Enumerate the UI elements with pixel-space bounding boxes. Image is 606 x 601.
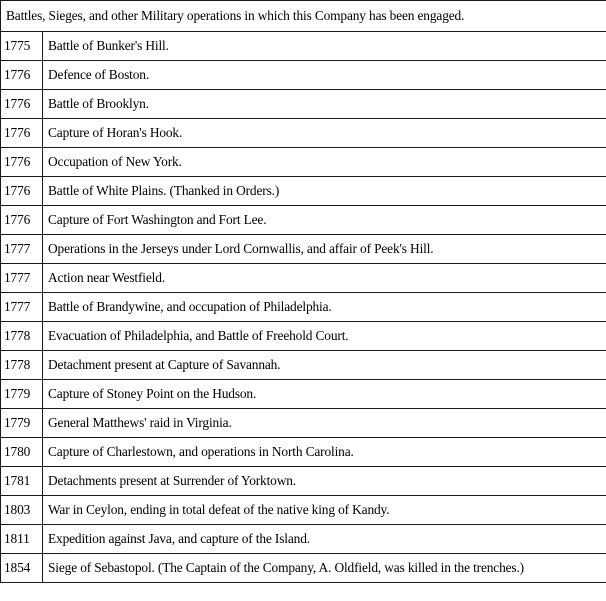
event-cell: Battle of White Plains. (Thanked in Orders.): [43, 177, 606, 206]
table-row: [1, 496, 606, 525]
table-row: [1, 322, 606, 351]
table-row: [1, 409, 606, 438]
event-cell: Occupation of New York.: [43, 148, 606, 177]
table-row: [1, 90, 606, 119]
year-cell: 1776: [1, 90, 43, 119]
year-cell: 1776: [1, 206, 43, 235]
table-row: [1, 351, 606, 380]
year-cell: 1779: [1, 409, 43, 438]
event-cell: War in Ceylon, ending in total defeat of the native king of Kandy.: [43, 496, 606, 525]
table-heading-row: [1, 1, 606, 32]
table-row: [1, 380, 606, 409]
table-row: [1, 148, 606, 177]
table-row: [1, 235, 606, 264]
table-row: [1, 119, 606, 148]
event-cell: Defence of Boston.: [43, 61, 606, 90]
year-cell: 1854: [1, 554, 43, 583]
table-row: [1, 438, 606, 467]
event-cell: Capture of Fort Washington and Fort Lee.: [43, 206, 606, 235]
event-cell: General Matthews' raid in Virginia.: [43, 409, 606, 438]
year-cell: 1778: [1, 322, 43, 351]
event-cell: Detachment present at Capture of Savannah.: [43, 351, 606, 380]
table-row: [1, 61, 606, 90]
event-cell: Siege of Sebastopol. (The Captain of the Company, A. Oldfield, was killed in the trenches.): [43, 554, 606, 583]
year-cell: 1776: [1, 177, 43, 206]
table-row: [1, 554, 606, 583]
table-row: [1, 525, 606, 554]
year-cell: 1803: [1, 496, 43, 525]
year-cell: 1776: [1, 61, 43, 90]
table-row: [1, 32, 606, 61]
year-cell: 1779: [1, 380, 43, 409]
year-cell: 1776: [1, 148, 43, 177]
event-cell: Action near Westfield.: [43, 264, 606, 293]
event-cell: Detachments present at Surrender of Yorktown.: [43, 467, 606, 496]
table-row: [1, 206, 606, 235]
event-cell: Operations in the Jerseys under Lord Cornwallis, and affair of Peek's Hill.: [43, 235, 606, 264]
table-heading: Battles, Sieges, and other Military operations in which this Company has been engaged.: [1, 1, 606, 32]
event-cell: Capture of Horan's Hook.: [43, 119, 606, 148]
event-cell: Battle of Bunker's Hill.: [43, 32, 606, 61]
event-cell: Capture of Charlestown, and operations in North Carolina.: [43, 438, 606, 467]
table-row: [1, 467, 606, 496]
event-cell: Battle of Brooklyn.: [43, 90, 606, 119]
year-cell: 1775: [1, 32, 43, 61]
year-cell: 1778: [1, 351, 43, 380]
event-cell: Evacuation of Philadelphia, and Battle of Freehold Court.: [43, 322, 606, 351]
year-cell: 1777: [1, 235, 43, 264]
year-cell: 1776: [1, 119, 43, 148]
table-row: [1, 264, 606, 293]
year-cell: 1777: [1, 293, 43, 322]
year-cell: 1781: [1, 467, 43, 496]
year-cell: 1780: [1, 438, 43, 467]
event-cell: Battle of Brandywine, and occupation of Philadelphia.: [43, 293, 606, 322]
year-cell: 1777: [1, 264, 43, 293]
event-cell: Expedition against Java, and capture of the Island.: [43, 525, 606, 554]
year-cell: 1811: [1, 525, 43, 554]
event-cell: Capture of Stoney Point on the Hudson.: [43, 380, 606, 409]
table-row: [1, 177, 606, 206]
table-row: [1, 293, 606, 322]
